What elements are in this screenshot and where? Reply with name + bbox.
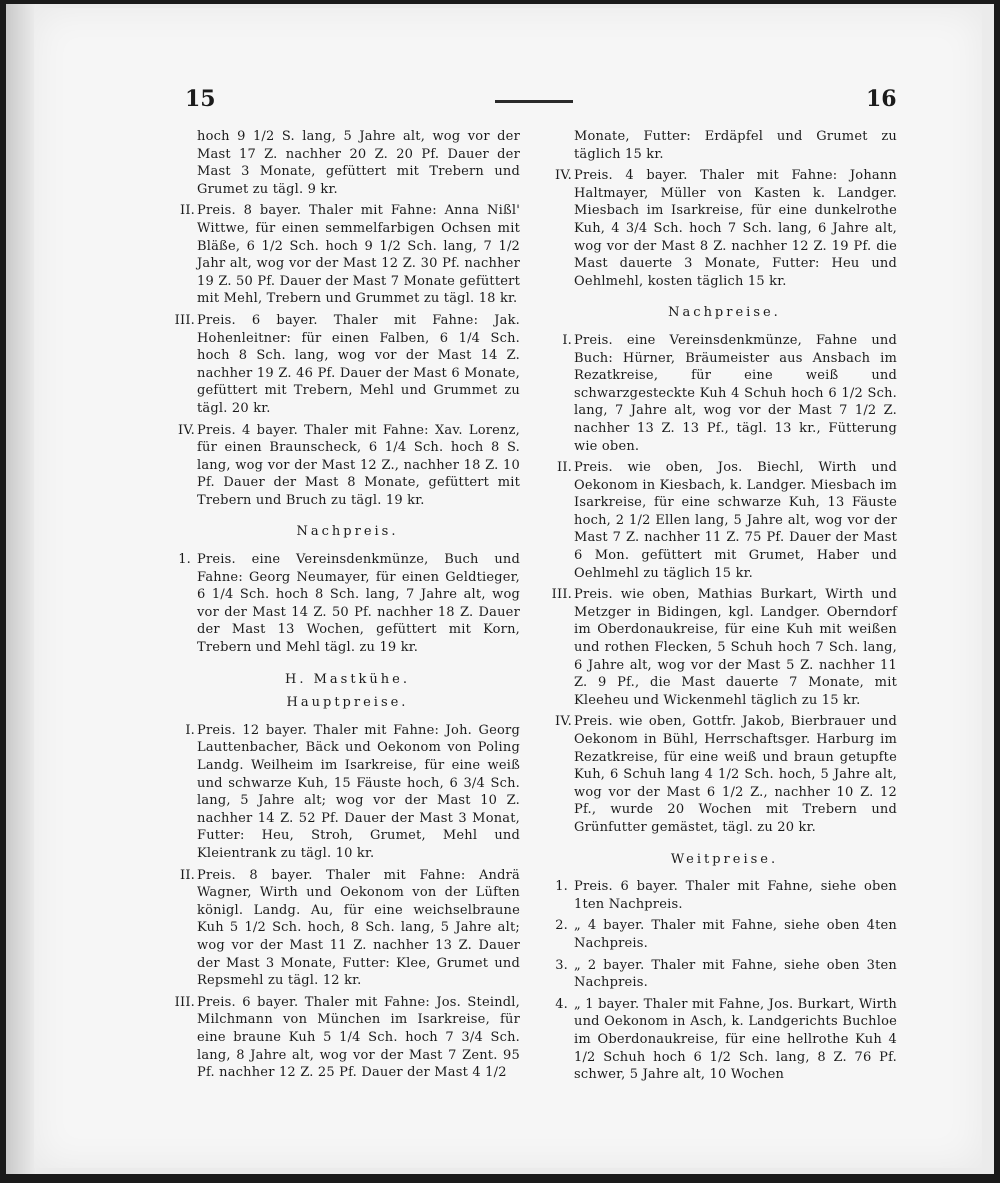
prize-number: 2. (555, 918, 568, 934)
right-column (552, 128, 897, 1088)
prize-text: Preis. 6 bayer. Thaler mit Fahne, siehe oben 1ten Nachpreis. (574, 879, 897, 912)
prize-text: „ 4 bayer. Thaler mit Fahne, siehe oben 4ten Nachpreis. (574, 918, 897, 951)
prize-text: Preis. 4 bayer. Thaler mit Fahne: Johann Haltmayer, Müller von Kasten k. Landger. Miesbach im Isarkreise, für eine dunkelrothe Kuh, 4 3/4 Sch. hoch 7 Sch. lang, 6 Jahre alt, wog vor der Mast 8 Z. nachher 12 Z. 19 Pf. die Mast dauerte 3 Monate, Futter: Heu und Oehlmehl, kosten täglich 15 kr. (574, 168, 897, 289)
prize-text: Preis. wie oben, Jos. Biechl, Wirth und Oekonom in Kiesbach, k. Landger. Miesbach im Isarkreise, für eine schwarze Kuh, 13 Fäuste hoch, 2 1/2 Ellen lang, 5 Jahre alt, wog vor der Mast 7 Z. nachher 11 Z. 75 Pf. Dauer der Mast 6 Mon. gefüttert mit Grumet, Haber und Oehlmehl zu täglich 15 kr. (574, 460, 897, 581)
prize-number: II. (556, 460, 572, 476)
prize-text: Preis. wie oben, Mathias Burkart, Wirth und Metzger in Bidingen, kgl. Landger. Oberndorf im Oberdonaukreise, für eine Kuh mit weißen und rothen Flecken, 5 Schuh hoch 7 Sch. lang, 6 Jahre alt, wog vor der Mast 5 Z. nachher 11 Z. 9 Pf., die Mast dauerte 7 Monate, mit Kleeheu und Wickenmehl täglich zu 15 kr. (574, 587, 897, 708)
prize-number: III. (551, 587, 572, 603)
prize-number: I. (185, 722, 195, 738)
prize-text: Preis. 8 bayer. Thaler mit Fahne: Andrä Wagner, Wirth und Oekonom von der Lüften königl. Landg. Au, für eine weichselbraune Kuh 5 1/2 Sch. hoch, 8 Sch. lang, 5 Jahre alt; wog vor der Mast 11 Z. nachher 13 Z. Dauer der Mast 3 Monate, Futter: Klee, Grumet und Repsmehl zu tägl. 12 kr. (197, 867, 520, 989)
prize-entry (175, 202, 520, 308)
header-rule (495, 100, 573, 103)
hauptpreise-heading: Hauptpreise. (286, 695, 409, 711)
prize-number: 3. (555, 957, 568, 973)
continued-entry: hoch 9 1/2 S. lang, 5 Jahre alt, wog vor der Mast 17 Z. nachher 20 Z. 20 Pf. Dauer der Mast 3 Monate, gefüttert mit Trebern und Grumet zu tägl. 9 kr. (197, 129, 520, 197)
prize-entry (175, 422, 520, 510)
prize-entry (175, 867, 520, 990)
prize-text: Preis. 8 bayer. Thaler mit Fahne: Anna Nißl' Wittwe, für einen semmelfarbigen Ochsen mit Bläße, 6 1/2 Sch. hoch 9 1/2 Sch. lang, 7 1/2 Jahr alt, wog vor der Mast 12 Z. 30 Pf. nachher 19 Z. 50 Pf. Dauer der Mast 7 Monate gefüttert mit Mehl, Trebern und Grummet zu tägl. 18 kr. (197, 203, 520, 307)
prize-text: Preis. eine Vereinsdenkmünze, Fahne und Buch: Hürner, Bräumeister aus Ansbach im Rezatkreise, für eine weiß und schwarzgesteckte Kuh 4 Schuh hoch 6 1/2 Sch. lang, 7 Jahre alt, wog vor der Mast 7 1/2 Z. nachher 13 Z. 13 Pf., tägl. 13 kr., Fütterung wie oben. (574, 332, 897, 454)
prize-text: Preis. 6 bayer. Thaler mit Fahne: Jos. Steindl, Milchmann von München im Isarkreise, für eine braune Kuh 5 1/4 Sch. hoch 7 3/4 Sch. lang, 8 Jahre alt, wog vor der Mast 7 Zent. 95 Pf. nachher 12 Z. 25 Pf. Dauer der Mast 4 1/2 (197, 994, 520, 1081)
prize-entry (552, 167, 897, 290)
prize-number: IV. (178, 422, 195, 438)
weitpreise-heading: Weitpreise. (670, 851, 779, 867)
prize-number: I. (562, 332, 572, 348)
page-number-left: 15 (185, 86, 216, 112)
prize-number: 1. (555, 879, 568, 895)
prize-entry (175, 312, 520, 418)
prize-entry (552, 713, 897, 836)
prize-number: 1. (178, 552, 191, 568)
page-number-right: 16 (866, 86, 897, 112)
page-fold-shadow (6, 4, 36, 1174)
prize-number: II. (179, 867, 195, 883)
prize-text: „ 2 bayer. Thaler mit Fahne, siehe oben 3ten Nachpreis. (574, 957, 897, 991)
prize-entry (175, 722, 520, 863)
prize-text: Preis. 12 bayer. Thaler mit Fahne: Joh. Georg Lauttenbacher, Bäck und Oekonom von Poling Landg. Weilheim im Isarkreise, für eine weiß und schwarze Kuh, 15 Fäuste hoch, 6 3/4 Sch. lang, 5 Jahre alt; wog vor der Mast 10 Z. nachher 14 Z. 52 Pf. Dauer der Mast 3 Monat, Futter: Heu, Stroh, Grumet, Mehl und Kleientrank zu tägl. 10 kr. (197, 722, 520, 861)
prize-entry (175, 551, 520, 657)
prize-text: Preis. wie oben, Gottfr. Jakob, Bierbrauer und Oekonom in Bühl, Herrschaftsger. Harburg im Rezatkreise, für eine weiß und braun getupfte Kuh, 6 Schuh lang 4 1/2 Sch. hoch, 5 Jahre alt, wog vor der Mast 6 1/2 Z., nachher 10 Z. 12 Pf., wurde 20 Wochen mit Trebern und Grünfutter gemästet, tägl. zu 20 kr. (574, 714, 897, 835)
nachpreise-heading: Nachpreise. (668, 305, 781, 321)
prize-text: Preis. eine Vereinsdenkmünze, Buch und Fahne: Georg Neumayer, für einen Geldtieger, 6 1/4 Sch. hoch 8 Sch. lang, 7 Jahre alt, wog vor der Mast 14 Z. 50 Pf. nachher 18 Z. Dauer der Mast 13 Wochen, gefüttert mit Korn, Trebern und Mehl tägl. zu 19 kr. (197, 552, 520, 656)
prize-number: II. (179, 203, 195, 219)
section-heading: H. Mastkühe. (284, 671, 410, 687)
prize-entry (552, 878, 897, 913)
prize-text: „ 1 bayer. Thaler mit Fahne, Jos. Burkart, Wirth und Oekonom in Asch, k. Landgerichts Buchloe im Oberdonaukreise, für eine hellrothe Kuh 4 1/2 Schuh hoch 6 1/2 Sch. lang, 8 Z. 76 Pf. schwer, 5 Jahre alt, 10 Wochen (574, 996, 898, 1083)
prize-entry (552, 332, 897, 455)
prize-text: Preis. 4 bayer. Thaler mit Fahne: Xav. Lorenz, für einen Braunscheck, 6 1/4 Sch. hoch 8 S. lang, wog vor der Mast 12 Z., nachher 18 Z. 10 Pf. Dauer der Mast 8 Monate, gefüttert mit Trebern und Bruch zu tägl. 19 kr. (197, 422, 520, 508)
prize-entry (552, 459, 897, 582)
prize-number: IV. (555, 714, 572, 730)
continued-entry: Monate, Futter: Erdäpfel und Grumet zu täglich 15 kr. (574, 129, 897, 162)
prize-number: III. (174, 994, 195, 1010)
prize-entry (175, 994, 520, 1082)
prize-text: Preis. 6 bayer. Thaler mit Fahne: Jak. Hohenleitner: für einen Falben, 6 1/4 Sch. hoch 8 Sch. lang, wog vor der Mast 14 Z. nachher 19 Z. 46 Pf. Dauer der Mast 6 Monate, gefüttert mit Trebern, Mehl und Grummet zu tägl. 20 kr. (197, 312, 520, 416)
prize-number: 4. (555, 996, 568, 1012)
prize-entry (552, 586, 897, 709)
prize-number: III. (174, 312, 195, 328)
prize-number: IV. (555, 168, 572, 184)
prize-entry (552, 917, 897, 952)
prize-entry (552, 996, 897, 1084)
prize-entry (552, 957, 897, 992)
nachpreis-heading: Nachpreis. (296, 524, 399, 540)
left-column (175, 128, 520, 1086)
